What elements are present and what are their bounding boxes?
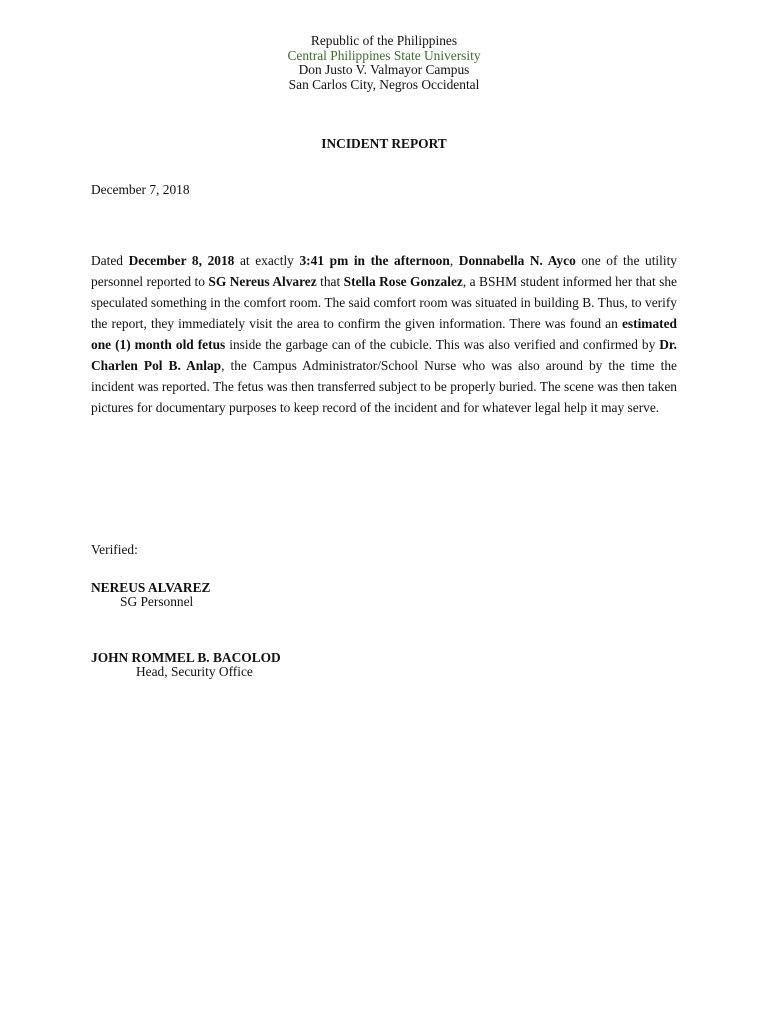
body-reporter-name: Donnabella N. Ayco [458,253,576,268]
signatory-role: Head, Security Office [136,664,253,679]
body-guard-name: SG Nereus Alvarez [208,274,317,289]
body-incident-date: December 8, 2018 [128,253,235,268]
body-text-5: that [316,274,344,289]
signatory-name: JOHN ROMMEL B. BACOLOD [91,650,281,665]
body-text-2: at exactly [234,253,300,268]
body-text-3: , [449,253,459,268]
body-text-7: inside the garbage can of the cubicle. This was also verified and confirmed by [225,337,660,352]
signatory-role: SG Personnel [120,594,194,609]
letterhead-university: Central Philippines State University [287,47,481,63]
body-text-6: , a BSHM student informed her that she speculated something in the comfort room. The said comfort room was situated in building B. Thus, to verify the report, they immediately visit the area to confirm the given information. There was found an [91,274,677,331]
letterhead-republic: Republic of the Philippines [310,33,458,48]
signatory-name: NEREUS ALVAREZ [91,580,211,595]
report-body [91,250,677,418]
letterhead-city: San Carlos City, Negros Occidental [288,76,480,92]
letterhead-campus: Don Justo V. Valmayor Campus [298,62,470,78]
letterhead [0,34,768,92]
report-date: December 7, 2018 [91,182,190,197]
body-incident-time: 3:41 pm in the afternoon [299,253,450,268]
report-title: INCIDENT REPORT [321,136,447,151]
body-student-name: Stella Rose Gonzalez [343,274,463,289]
body-finding: estimated one (1) month old fetus [91,316,677,352]
verified-label: Verified: [91,542,138,557]
body-text-8: , the Campus Administrator/School Nurse who was also around by the time the incident was reported. The fetus was then transferred subject to be properly buried. The scene was then taken pictures for documentary purposes to keep record of the incident and for whatever legal help it may serve. [91,358,677,415]
body-text-1: Dated [91,253,129,268]
body-administrator-name: Dr. Charlen Pol B. Anlap [91,337,677,373]
body-text-4: one of the utility personnel reported to [91,253,677,289]
